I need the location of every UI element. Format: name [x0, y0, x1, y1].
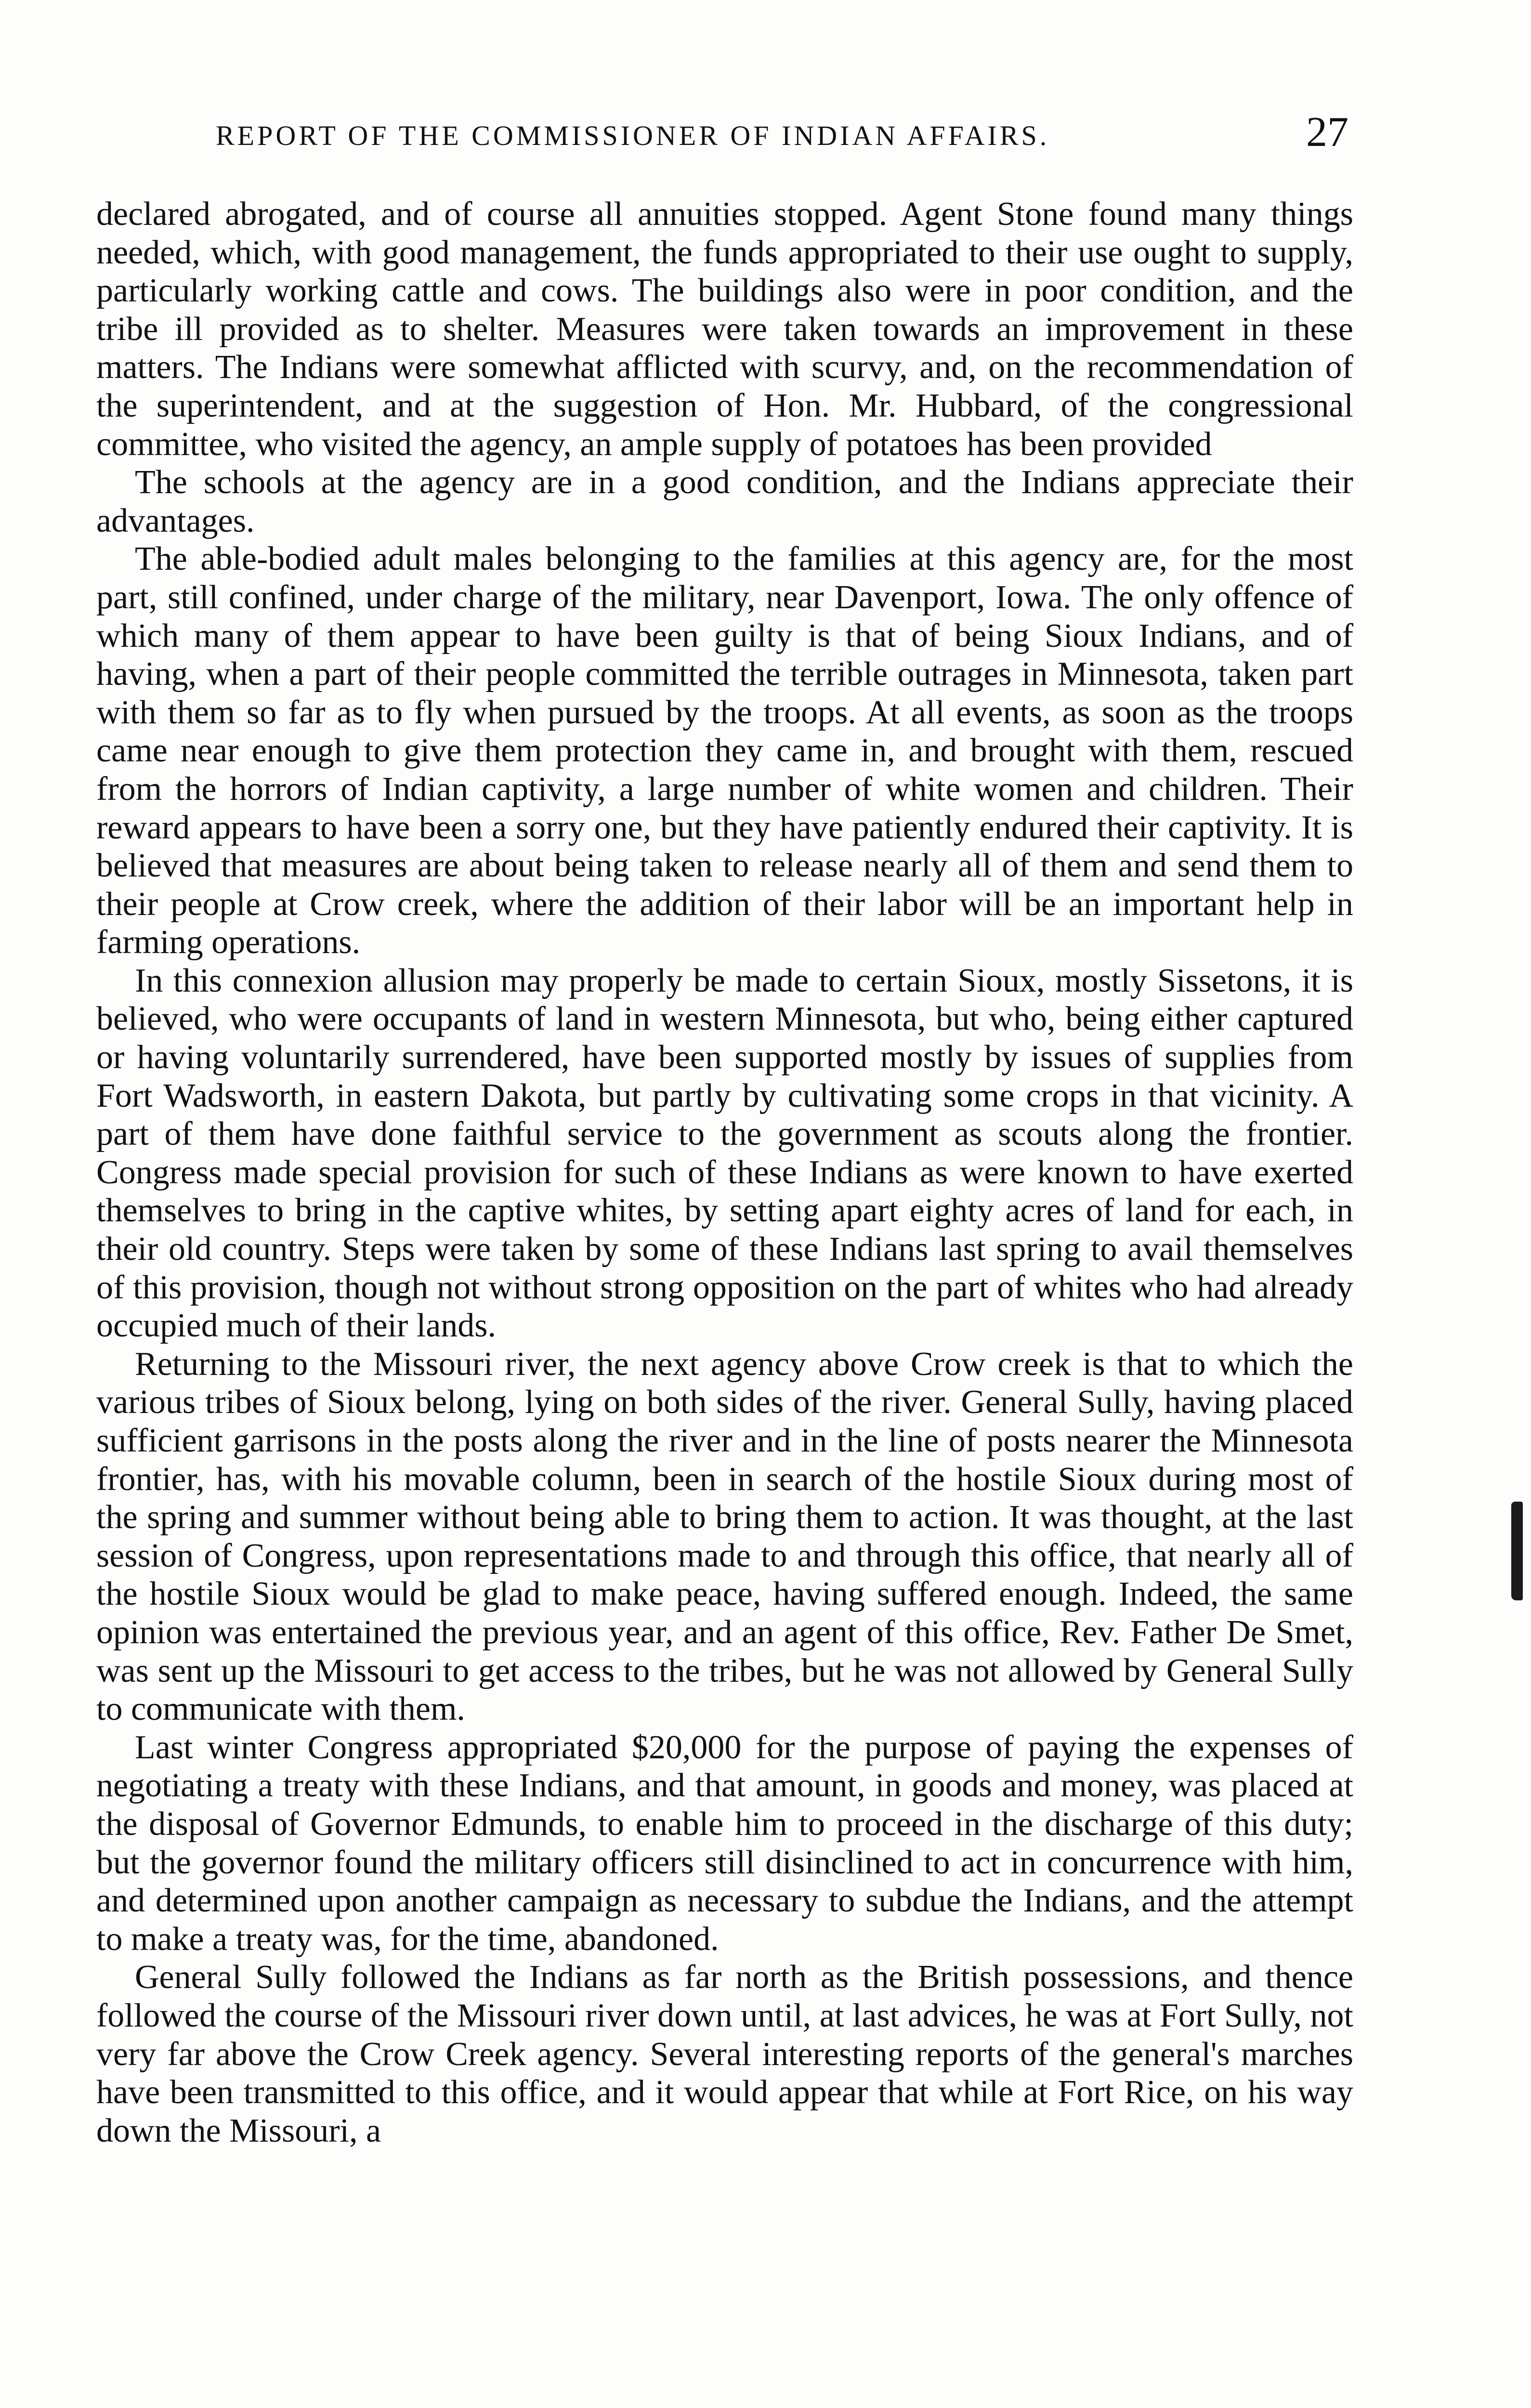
paragraph: The schools at the agency are in a good condition, and the Indians appreciate their advantages. — [96, 464, 1353, 539]
running-header — [96, 105, 1348, 158]
paragraph: Last winter Congress appropriated $20,000 for the purpose of paying the expenses of negotiating a treaty with these Indians, and that amount, in goods and money, was placed at the disposal of Governor Edmunds, to enable him to proceed in the discharge of this duty; but the governor found the military officers still disinclined to act in concurrence with him, and determined upon another campaign as necessary to subdue the Indians, and the attempt to make a treaty was, for the time, abandoned. — [96, 1728, 1353, 1958]
paragraph: In this connexion allusion may properly be made to certain Sioux, mostly Sissetons, it is believed, who were occupants of land in western Minnesota, but who, being either captured or having voluntarily surrendered, have been supported mostly by issues of supplies from Fort Wadsworth, in eastern Dakota, but partly by cultivating some crops in that vicinity. A part of them have done faithful service to the government as scouts along the frontier. Congress made special provision for such of these Indians as were known to have exerted themselves to bring in the captive whites, by setting apart eighty acres of land for each, in their old country. Steps were taken by some of these Indians last spring to avail themselves of this provision, though not without strong opposition on the part of whites who had already occupied much of their lands. — [96, 962, 1353, 1345]
page-number: 27 — [1306, 109, 1348, 156]
paragraph-continued: declared abrogated, and of course all annuities stopped. Agent Stone found many things needed, which, with good management, the funds appropriated to their use ought to supply, particularly working cattle and cows. The buildings also were in poor condition, and the tribe ill provided as to shelter. Measures were taken towards an improvement in these matters. The Indians were somewhat afflicted with scurvy, and, on the recommendation of the superintendent, and at the suggestion of Hon. Mr. Hubbard, of the congressional committee, who visited the agency, an ample supply of potatoes has been provided — [96, 196, 1353, 463]
paragraph: Returning to the Missouri river, the next agency above Crow creek is that to which the various tribes of Sioux belong, lying on both sides of the river. General Sully, having placed sufficient garrisons in the posts along the river and in the line of posts nearer the Minnesota frontier, has, with his movable column, been in search of the hostile Sioux during most of the spring and summer without being able to bring them to action. It was thought, at the last session of Congress, upon representations made to and through this office, that nearly all of the hostile Sioux would be glad to make peace, having suffered enough. Indeed, the same opinion was entertained the previous year, and an agent of this office, Rev. Father De Smet, was sent up the Missouri to get access to the tribes, but he was not allowed by General Sully to communicate with them. — [96, 1345, 1353, 1728]
scan-edge-mark — [1511, 1502, 1523, 1600]
paragraph: The able-bodied adult males belonging to the families at this agency are, for the most part, still confined, under charge of the military, near Davenport, Iowa. The only offence of which many of them appear to have been guilty is that of being Sioux Indians, and of having, when a part of their people committed the terrible outrages in Minnesota, taken part with them so far as to fly when pursued by the troops. At all events, as soon as the troops came near enough to give them protection they came in, and brought with them, rescued from the horrors of Indian captivity, a large number of white women and children. Their reward appears to have been a sorry one, but they have patiently endured their captivity. It is believed that measures are about being taken to release nearly all of them and send them to their people at Crow creek, where the addition of their labor will be an important help in farming operations. — [96, 540, 1353, 961]
running-title: REPORT OF THE COMMISSIONER OF INDIAN AFFAIRS. — [216, 120, 1050, 151]
paragraph: General Sully followed the Indians as far north as the British possessions, and thence followed the course of the Missouri river down until, at last advices, he was at Fort Sully, not very far above the Crow Creek agency. Several interesting reports of the general's marches have been transmitted to this office, and it would appear that while at Fort Rice, on his way down the Missouri, a — [96, 1959, 1353, 2149]
body-text — [96, 195, 1353, 2150]
